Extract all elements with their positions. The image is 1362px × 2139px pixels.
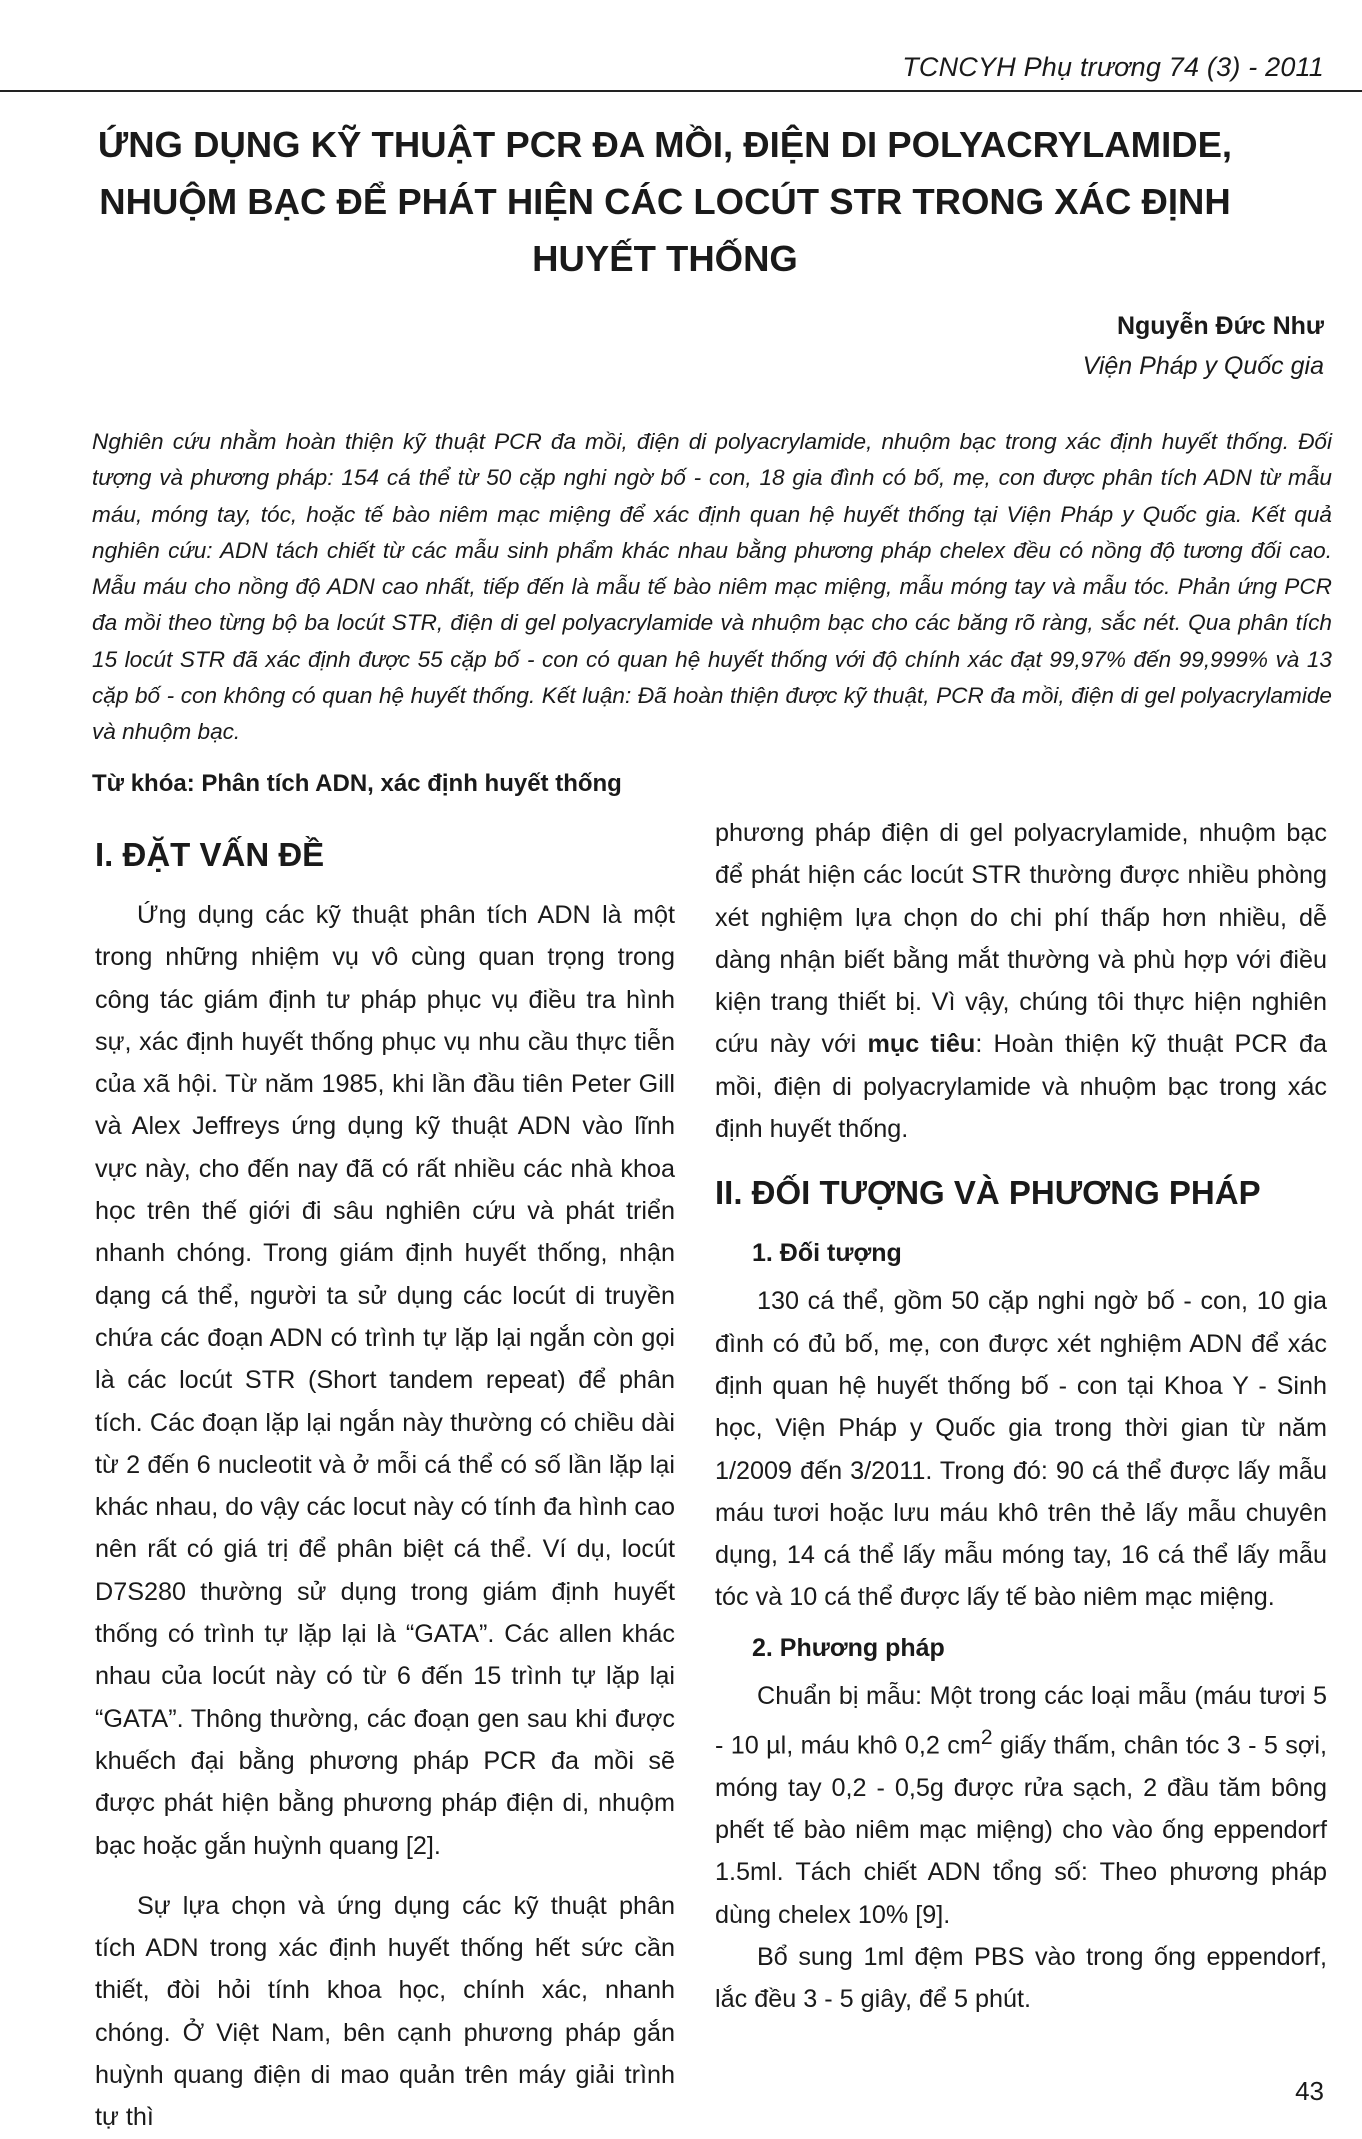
keywords: Từ khóa: Phân tích ADN, xác định huyết thống <box>92 770 622 797</box>
objective-label: mục tiêu <box>867 1030 976 1059</box>
subsection-subjects: 1. Đối tượng <box>752 1239 902 1268</box>
intro-paragraph-1: Ứng dụng các kỹ thuật phân tích ADN là một trong những nhiệm vụ vô cùng quan trọng trong công tác giám định tư pháp phục vụ điều tra hình sự, xác định huyết thống phục vụ nhu cầu thực tiễn của xã hội. Từ năm 1985, khi lần đầu tiên Peter Gill và Alex Jeffreys ứng dụng kỹ thuật ADN vào lĩnh vực này, cho đến nay đã có rất nhiều các nhà khoa học trên thế giới đi sâu nghiên cứu và phát triển nhanh chóng. Trong giám định huyết thống, nhận dạng cá thể, người ta sử dụng các locút di truyền chứa các đoạn ADN có trình tự lặp lại ngắn còn gọi là các locút STR (Short tandem repeat) để phân tích. Các đoạn lặp lại ngắn này thường có chiều dài từ 2 đến 6 nucleotit và ở mỗi cá thể có số lần lặp lại khác nhau, do vậy các locut này có tính đa hình cao nên rất có giá trị để phân biệt cá thể. Ví dụ, locút D7S280 thường sử dụng trong giám định huyết thống có trình tự lặp lại là “GATA”. Các allen khác nhau của locút này có từ 6 đến 15 trình tự lặp lại “GATA”. Thông thường, các đoạn gen sau khi được khuếch đại bằng phương pháp PCR đa mồi sẽ được phát hiện bằng phương pháp điện di, nhuộm bạc hoặc gắn huỳnh quang [2]. <box>95 901 675 1860</box>
right-column <box>715 812 1327 2021</box>
abstract: Nghiên cứu nhằm hoàn thiện kỹ thuật PCR đa mồi, điện di polyacrylamide, nhuộm bạc trong xác định huyết thống. Đối tượng và phương pháp: 154 cá thể từ 50 cặp nghi ngờ bố - con, 18 gia đình có bố, mẹ, con được phân tích ADN từ mẫu máu, móng tay, tóc, hoặc tế bào niêm mạc miệng để xác định quan hệ huyết thống tại Viện Pháp y Quốc gia. Kết quả nghiên cứu: ADN tách chiết từ các mẫu sinh phẩm khác nhau bằng phương pháp chelex đều có nồng độ tương đối cao. Mẫu máu cho nồng độ ADN cao nhất, tiếp đến là mẫu tế bào niêm mạc miệng, mẫu móng tay và mẫu tóc. Phản ứng PCR đa mồi theo từng bộ ba locút STR, điện di gel polyacrylamide và nhuộm bạc cho các băng rõ ràng, sắc nét. Qua phân tích 15 locút STR đã xác định được 55 cặp bố - con có quan hệ huyết thống với độ chính xác đạt 99,97% đến 99,999% và 13 cặp bố - con không có quan hệ huyết thống. Kết luận: Đã hoàn thiện được kỹ thuật, PCR đa mồi, điện di gel polyacrylamide và nhuộm bạc. <box>92 429 1332 745</box>
page-number: 43 <box>1295 2076 1324 2106</box>
journal-header: TCNCYH Phụ trương 74 (3) - 2011 <box>902 52 1324 82</box>
intro-paragraph-2: Sự lựa chọn và ứng dụng các kỹ thuật phân tích ADN trong xác định huyết thống hết sức cần thiết, đòi hỏi tính khoa học, chính xác, nhanh chóng. Ở Việt Nam, bên cạnh phương pháp gắn huỳnh quang điện di mao quản trên máy giải trình tự thì <box>95 1891 675 2132</box>
author-affiliation: Viện Pháp y Quốc gia <box>1082 352 1324 380</box>
methods-paragraph-1 <box>715 1675 1327 1936</box>
methods-text-a: Chuẩn bị mẫu: Một trong các loại mẫu (máu tươi 5 - 10 µl, máu khô 0,2 cm <box>715 1681 1327 1760</box>
title-line-2: NHUỘM BẠC ĐỂ PHÁT HIỆN CÁC LOCÚT STR TRONG XÁC ĐỊNH <box>99 181 1231 222</box>
article-title <box>55 116 1275 287</box>
methods-paragraph-2: Bổ sung 1ml đệm PBS vào trong ống eppendorf, lắc đều 3 - 5 giây, để 5 phút. <box>715 1942 1327 2014</box>
title-line-3: HUYẾT THỐNG <box>532 238 798 279</box>
subjects-paragraph: 130 cá thể, gồm 50 cặp nghi ngờ bố - con, 10 gia đình có đủ bố, mẹ, con được xét nghiệm ADN để xác định quan hệ huyết thống bố - con tại Khoa Y - Sinh học, Viện Pháp y Quốc gia trong thời gian từ năm 1/2009 đến 3/2011. Trong đó: 90 cá thể được lấy mẫu máu tươi hoặc lưu máu khô trên thẻ lấy mẫu chuyên dụng, 14 cá thể lấy mẫu móng tay, 16 cá thể lấy mẫu tóc và 10 cá thể được lấy tế bào niêm mạc miệng. <box>715 1287 1327 1612</box>
section-heading-intro: I. ĐẶT VẤN ĐỀ <box>95 836 325 873</box>
objective-text: : Hoàn thiện kỹ thuật PCR đa mồi, điện di polyacrylamide và nhuộm bạc trong xác định huyết thống. <box>715 1030 1327 1144</box>
intro-paragraph-2-continued <box>715 812 1327 1150</box>
continued-text: phương pháp điện di gel polyacrylamide, nhuộm bạc để phát hiện các locút STR thường được nhiều phòng xét nghiệm lựa chọn do chi phí thấp hơn nhiều, dễ dàng nhận biết bằng mắt thường và phù hợp với điều kiện trang thiết bị. Vì vậy, chúng tôi thực hiện nghiên cứu này với <box>715 819 1327 1059</box>
section-heading-methods: II. ĐỐI TƯỢNG VÀ PHƯƠNG PHÁP <box>715 1174 1261 1212</box>
title-line-1: ỨNG DỤNG KỸ THUẬT PCR ĐA MỒI, ĐIỆN DI POLYACRYLAMIDE, <box>97 124 1233 165</box>
subsection-methods: 2. Phương pháp <box>752 1633 945 1662</box>
superscript-2: 2 <box>980 1726 993 1750</box>
left-column <box>95 812 675 2139</box>
methods-text-b: giấy thấm, chân tóc 3 - 5 sợi, móng tay 0,2 - 0,5g được rửa sạch, 2 đầu tăm bông phết tế bào niêm mạc miệng) cho vào ống eppendorf 1.5ml. Tách chiết ADN tổng số: Theo phương pháp dùng chelex 10% [9]. <box>715 1731 1327 1929</box>
author-name: Nguyễn Đức Như <box>1116 312 1324 340</box>
header-rule <box>0 90 1362 92</box>
